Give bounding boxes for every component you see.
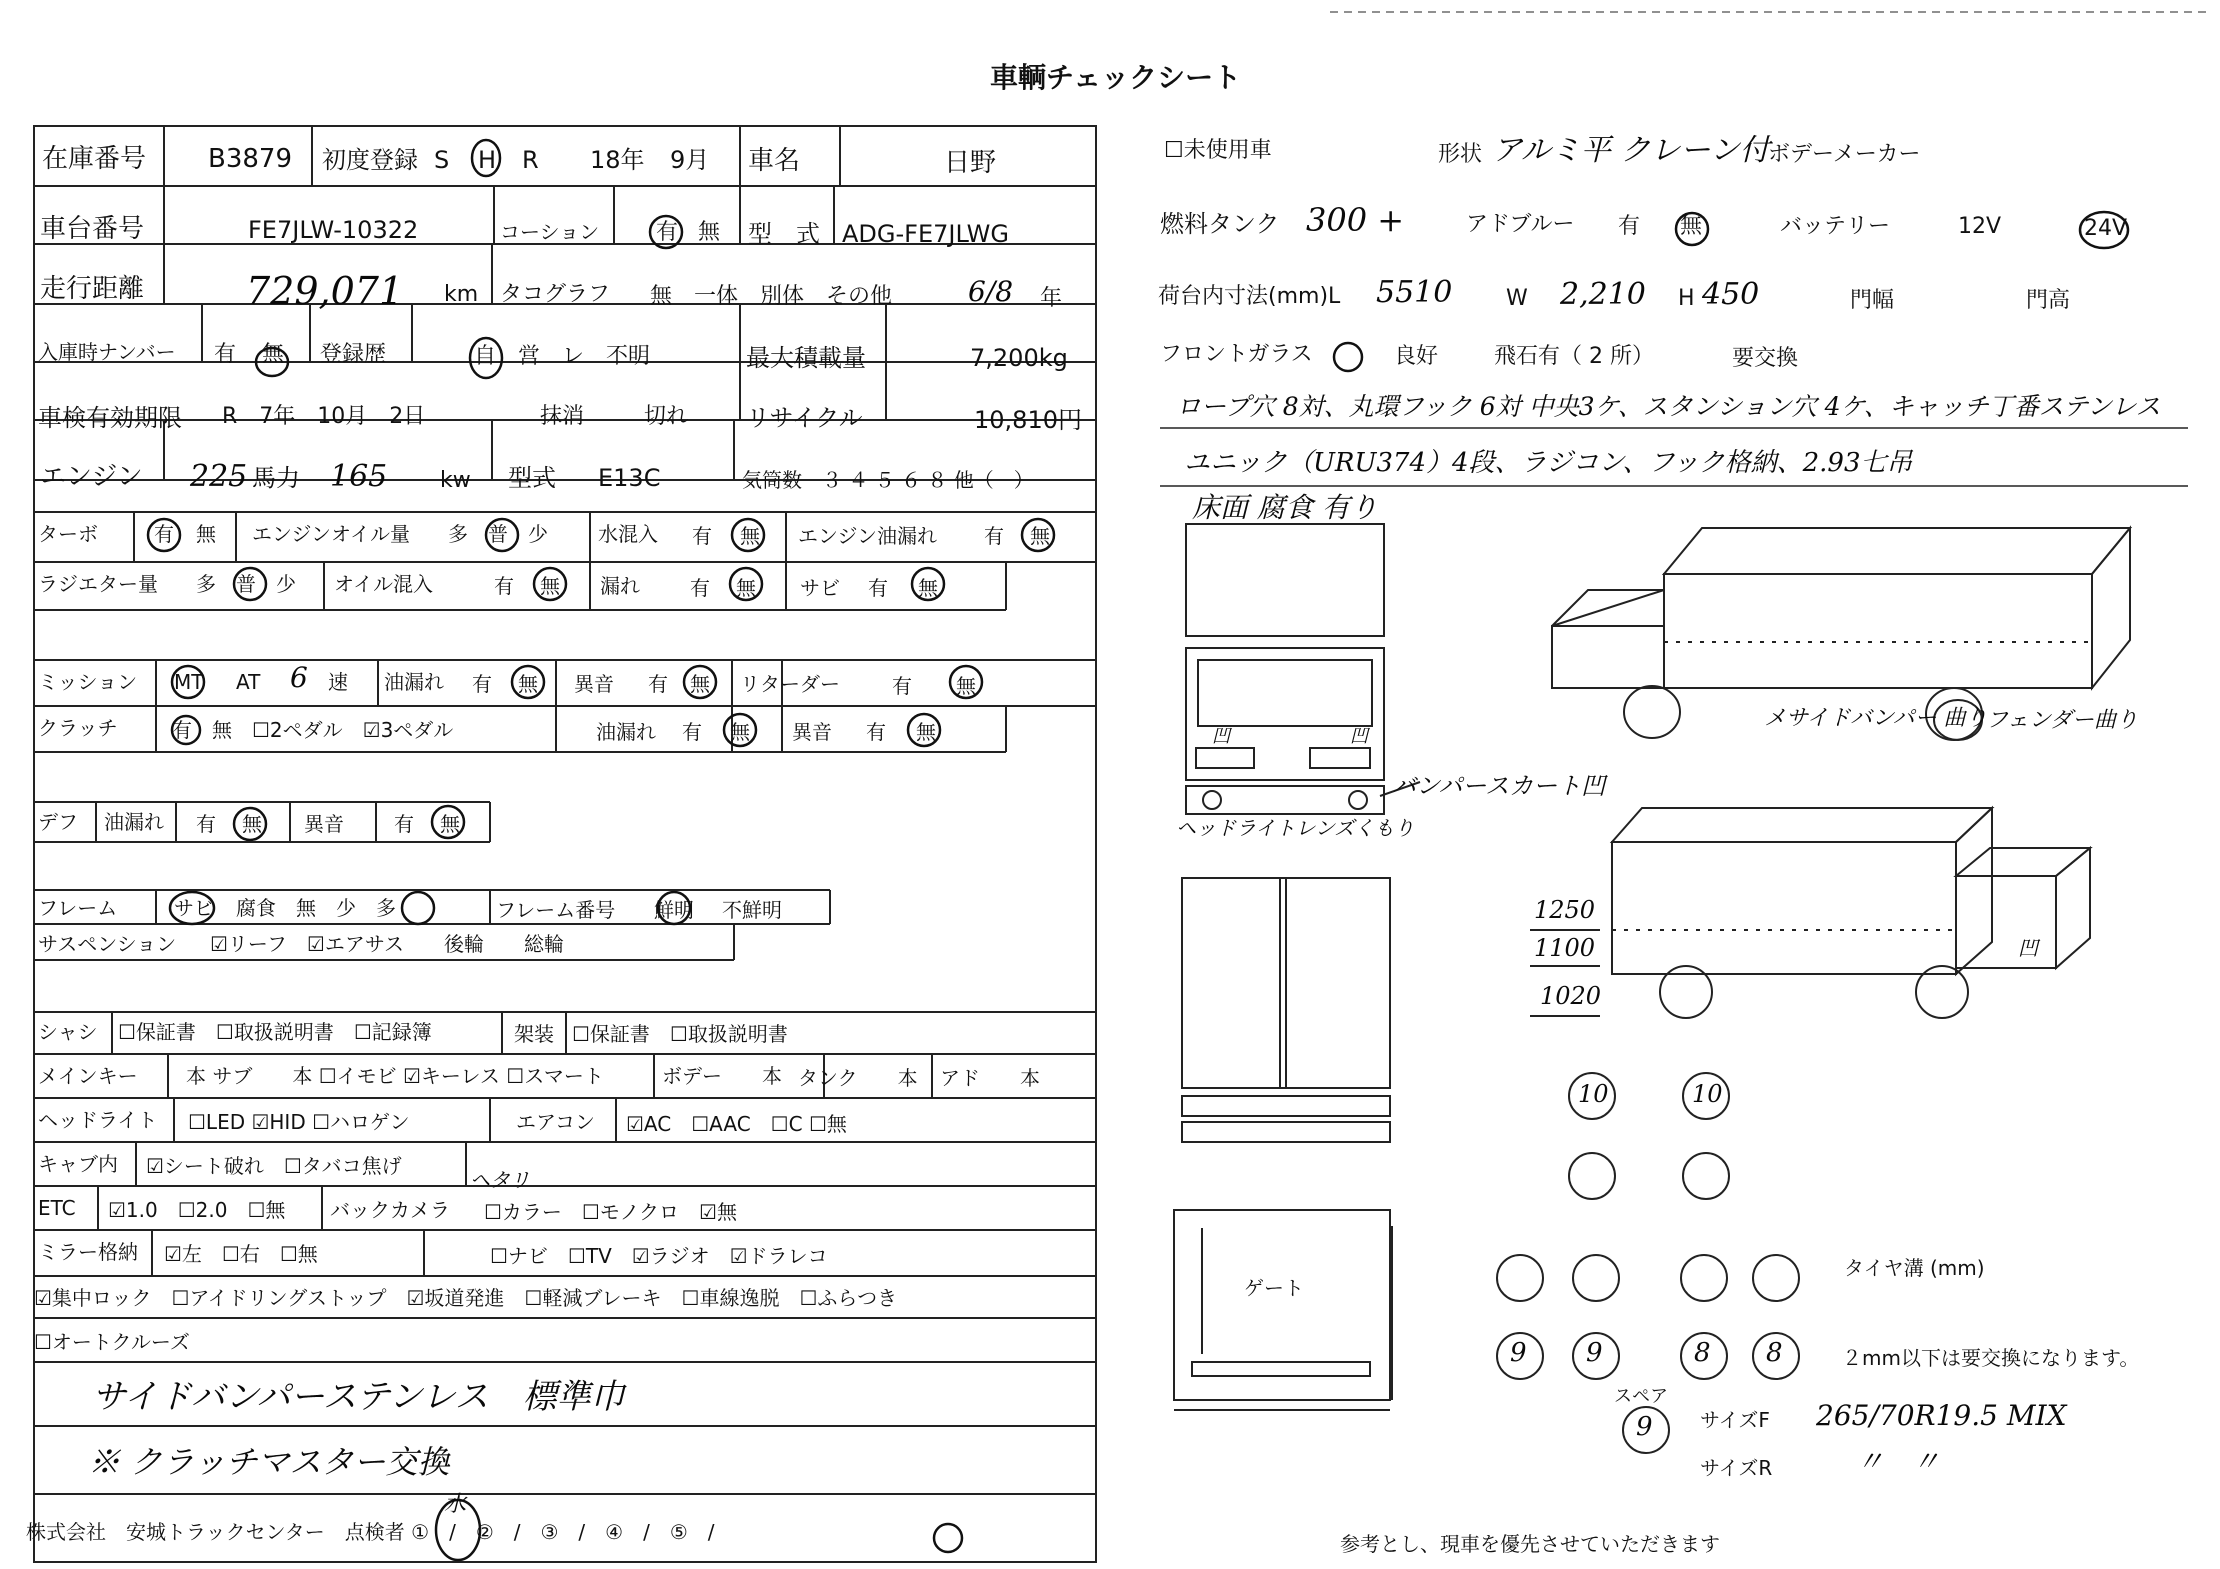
cargo-length: 5510 [1376, 275, 1453, 310]
plate-label: 入庫時ナンバー [38, 340, 176, 364]
retarder-no: 無 [956, 674, 976, 698]
aircon-label: エアコン [516, 1110, 595, 1134]
diff-oil-leak-label: 油漏れ [104, 810, 164, 834]
caution-yes: 有 [656, 220, 679, 245]
tachograph-label: タコグラフ [500, 282, 611, 307]
model-label: 型 式 [748, 220, 820, 248]
key-adblue: アド 本 [940, 1066, 1040, 1090]
door-height-label: 門高 [2026, 288, 2071, 313]
transmission-mt: MT [174, 670, 204, 694]
rust-label: サビ [800, 576, 840, 600]
rust-yes: 有 [868, 576, 888, 600]
battery-12v: 12V [1958, 214, 2002, 239]
retarder-yes: 有 [892, 674, 912, 698]
oil-mix-label: オイル混入 [334, 572, 433, 596]
era-h: H [478, 146, 497, 174]
oil-mix-yes: 有 [494, 574, 514, 598]
adblue-yes: 有 [1618, 214, 1641, 239]
tire-replace-note: ２mm以下は要交換になります。 [1842, 1346, 2140, 1370]
clutch-oil-leak-yes: 有 [682, 720, 702, 744]
cargo-width: 2,210 [1560, 277, 1646, 312]
kw-value: 165 [330, 459, 388, 494]
engine-oil-leak-no: 無 [1030, 524, 1050, 548]
clutch-noise-no: 無 [916, 720, 936, 744]
chassis-number-label: 車台番号 [40, 214, 145, 244]
frame-number-unclear: 不鮮明 [722, 898, 782, 922]
era-r: R [522, 146, 539, 174]
inspection-value: R 7年 10月 2日 [222, 404, 426, 429]
note-clutch-master: ※ クラッチマスター交換 [88, 1443, 450, 1481]
inspector-stamp: 水 [444, 1492, 467, 1517]
frame-corrosion: 腐食 無 少 多 [236, 896, 396, 920]
horsepower-value: 225 [190, 459, 248, 494]
headlight-label: ヘッドライト [38, 1108, 158, 1132]
side-bumper-note: メサイドバンパー 曲り [1764, 706, 1988, 731]
diff-noise-yes: 有 [394, 812, 414, 836]
chassis-docs-label: シャシ [38, 1020, 98, 1044]
rust-no: 無 [918, 576, 938, 600]
clutch-noise-label: 異音 [792, 720, 832, 744]
frame-label: フレーム [38, 896, 118, 920]
water-mix-label: 水混入 [598, 522, 658, 546]
unused-vehicle: ☐未使用車 [1164, 138, 1272, 163]
leak-yes: 有 [690, 576, 710, 600]
leak-label: 漏れ [600, 574, 640, 598]
note-side-bumper: サイドバンパーステンレス 標準巾 [92, 1377, 625, 1417]
cargo-size-label: 荷台内寸法(mm)L [1158, 284, 1341, 309]
body-maker-label: ボデーメーカー [1768, 142, 1921, 167]
transmission-noise-no: 無 [690, 672, 710, 696]
spare-value: 9 [1636, 1412, 1653, 1442]
page-title: 車輌チェックシート [990, 61, 1242, 94]
body-docs-options: ☐保証書 ☐取扱説明書 [572, 1022, 788, 1046]
diff-label: デフ [38, 810, 78, 834]
size-rear-value: 〃 〃 [1856, 1445, 1941, 1478]
tachograph-year-unit: 年 [1040, 286, 1063, 311]
gate-drawing [1174, 1210, 1392, 1410]
windshield-label: フロントガラス [1160, 342, 1313, 367]
cargo-height-label: H [1678, 286, 1695, 311]
mirror-label: ミラー格納 [38, 1240, 138, 1264]
frame-rust: サビ [174, 896, 214, 920]
leak-no: 無 [736, 576, 756, 600]
adblue-no: 無 [1680, 214, 1703, 239]
tire-depth-label: タイヤ溝 (mm) [1844, 1256, 1985, 1280]
tire-rear-2: 9 [1586, 1338, 1603, 1368]
cab-note: ヘタリ [470, 1168, 530, 1192]
tachograph-year: 6/8 [968, 275, 1014, 308]
inspection-label: 車検有効期限 [38, 404, 182, 432]
diff-oil-leak-no: 無 [242, 812, 262, 836]
car-name-value: 日野 [944, 148, 997, 178]
key-body: ボデー 本 [662, 1064, 782, 1088]
front-view-drawing [1186, 524, 1384, 814]
engine-oil-leak-yes: 有 [984, 524, 1004, 548]
cab-label: キャブ内 [38, 1152, 118, 1176]
radiator-options: 多 普 少 [196, 572, 296, 596]
car-name-label: 車名 [748, 146, 801, 176]
footer-note: 参考とし、現車を優先させていただきます [1340, 1532, 1720, 1556]
oil-mix-no: 無 [540, 574, 560, 598]
radiator-label: ラジエター量 [38, 572, 158, 596]
handwritten-note-3: 床面 腐食 有り [1192, 491, 1378, 524]
etc-label: ETC [38, 1196, 76, 1220]
height-1020: 1020 [1540, 982, 1602, 1010]
dent-body-mark: 凹 [2018, 936, 2038, 960]
tire-front-right: 10 [1692, 1080, 1723, 1108]
auto-cruise: ☐オートクルーズ [34, 1330, 190, 1354]
plate-no: 無 [262, 342, 285, 367]
registration-history-options: 自 営 レ 不明 [474, 344, 651, 369]
truck-side-view-2 [1530, 808, 2090, 1018]
clutch-options: 有 無 ☐2ペダル ☑3ペダル [172, 718, 454, 742]
stock-number-value: B3879 [208, 144, 293, 174]
transmission-noise-yes: 有 [648, 672, 668, 696]
fender-note: フェンダー曲り [1986, 708, 2139, 733]
tachograph-options: 無 一体 別体 その他 [650, 284, 893, 309]
first-registration-label: 初度登録 [322, 146, 418, 174]
recycle-value: 10,810円 [974, 406, 1082, 434]
dent-left-mark: 凹 [1212, 726, 1230, 747]
dent-right-mark: 凹 [1350, 726, 1368, 747]
turbo-label: ターボ [38, 522, 98, 546]
transmission-speed-label: 速 [328, 670, 348, 694]
water-mix-no: 無 [740, 524, 760, 548]
door-width-label: 門幅 [1850, 288, 1895, 313]
adblue-label: アドブルー [1466, 212, 1575, 237]
engine-model-value: E13C [598, 464, 661, 492]
water-mix-yes: 有 [692, 524, 712, 548]
plate-yes: 有 [214, 342, 237, 367]
registration-history-label: 登録歴 [320, 342, 387, 367]
windshield-replace: 要交換 [1732, 346, 1799, 371]
tire-rear-4: 8 [1766, 1338, 1783, 1368]
handwritten-note-1: ロープ穴 8対、丸環フック 6対 中央3ケ、スタンション穴 4ケ、キャッチ丁番ステンレス [1176, 392, 2161, 421]
max-load-label: 最大積載量 [746, 344, 866, 372]
retarder-label: リターダー [740, 672, 840, 696]
battery-24v: 24V [2084, 216, 2128, 241]
cab-options: ☑シート破れ ☐タバコ焦げ [146, 1154, 402, 1178]
size-front-value: 265/70R19.5 MIX [1816, 1399, 2067, 1432]
tire-rear-1: 9 [1510, 1338, 1527, 1368]
shape-value: アルミ平 クレーン付 [1492, 133, 1770, 168]
clutch-noise-yes: 有 [866, 720, 886, 744]
cargo-height: 450 [1702, 277, 1760, 312]
size-front-label: サイズF [1700, 1408, 1770, 1432]
recycle-label: リサイクル [746, 404, 863, 432]
chassis-docs-options: ☐保証書 ☐取扱説明書 ☐記録簿 [118, 1020, 432, 1044]
frame-number-clear: 鮮明 [654, 898, 694, 922]
mirror-options: ☑左 ☐右 ☐無 [164, 1242, 318, 1266]
clutch-label: クラッチ [38, 716, 118, 740]
cylinders-label: 気筒数 ３ ４ ５ ６ ８ 他（ ） [742, 468, 1034, 492]
main-key-options: 本 サブ 本 ☐イモビ ☑キーレス ☐スマート [186, 1064, 604, 1088]
windshield-chip: 飛石有（ 2 所） [1494, 344, 1654, 369]
engine-label: エンジン [40, 462, 143, 492]
audio-options: ☐ナビ ☐TV ☑ラジオ ☑ドラレコ [490, 1244, 828, 1268]
diff-noise-label: 異音 [304, 812, 344, 836]
cancelled: 抹消 [540, 404, 585, 429]
transmission-oil-leak-no: 無 [518, 672, 538, 696]
key-tank: タンク 本 [798, 1066, 918, 1090]
stock-number-label: 在庫番号 [42, 144, 147, 174]
clutch-oil-leak-label: 油漏れ [596, 720, 656, 744]
first-reg-month: 9月 [670, 146, 710, 174]
tire-rear-3: 8 [1694, 1338, 1711, 1368]
transmission-speed-value: 6 [290, 661, 308, 694]
suspension-options: ☑リーフ ☑エアサス 後輪 総輪 [210, 932, 565, 956]
expired: 切れ [644, 404, 689, 429]
rear-doors-drawing [1182, 878, 1390, 1142]
backcam-label: バックカメラ [330, 1198, 450, 1222]
battery-label: バッテリー [1780, 214, 1891, 239]
company-inspector-line: 株式会社 安城トラックセンター 点検者 ① / ② / ③ / ④ / ⑤ / [26, 1520, 715, 1544]
aircon-options: ☑AC ☐AAC ☐C ☐無 [626, 1112, 847, 1136]
backcam-options: ☐カラー ☐モノクロ ☑無 [484, 1200, 737, 1224]
transmission-label: ミッション [38, 670, 138, 694]
max-load-value: 7,200kg [970, 344, 1068, 372]
main-key-label: メインキー [38, 1064, 138, 1088]
bumper-skirt-note: バンパースカート凹 [1392, 772, 1606, 800]
mileage-label: 走行距離 [40, 274, 145, 304]
spare-label: スペア [1614, 1386, 1668, 1407]
fuel-tank-value: 300 + [1306, 201, 1405, 239]
fuel-tank-label: 燃料タンク [1160, 210, 1280, 238]
height-1100: 1100 [1534, 934, 1596, 962]
chassis-number-value: FE7JLW-10322 [248, 216, 419, 244]
height-1250: 1250 [1534, 896, 1596, 924]
diff-oil-leak-yes: 有 [196, 812, 216, 836]
options-line: ☑集中ロック ☐アイドリングストップ ☑坂道発進 ☐軽減ブレーキ ☐車線逸脱 ☐ふらつき [34, 1286, 898, 1310]
transmission-oil-leak-label: 油漏れ [384, 670, 444, 694]
frame-number-label: フレーム番号 [496, 898, 616, 922]
etc-options: ☑1.0 ☐2.0 ☐無 [108, 1198, 286, 1222]
transmission-at: AT [236, 670, 261, 694]
tire-front-left: 10 [1578, 1080, 1609, 1108]
engine-oil-leak-label: エンジン油漏れ [798, 524, 937, 548]
model-value: ADG-FE7JLWG [842, 220, 1009, 248]
body-docs-label: 架装 [514, 1022, 554, 1046]
turbo-yes: 有 [154, 522, 174, 546]
caution-no: 無 [698, 220, 721, 245]
turbo-no: 無 [196, 522, 216, 546]
caution-label: コーション [500, 220, 600, 244]
first-reg-year: 18年 [590, 146, 645, 174]
transmission-noise-label: 異音 [574, 672, 614, 696]
windshield-good: 良好 [1394, 344, 1439, 369]
horsepower-label: 馬力 [252, 464, 300, 492]
handwritten-note-2: ユニック（URU374）4段、ラジコン、フック格納、2.93七吊 [1184, 448, 1913, 478]
gate-label: ゲート [1244, 1276, 1304, 1300]
size-rear-label: サイズR [1700, 1456, 1773, 1480]
cargo-width-label: W [1506, 286, 1528, 311]
shape-label: 形状 [1438, 142, 1483, 167]
mileage-value: 729,071 [246, 269, 404, 313]
engine-oil-amount-options: 多 普 少 [448, 522, 548, 546]
era-s: S [434, 146, 450, 174]
headlight-lens-note: ヘッドライトレンズくもり [1176, 816, 1415, 840]
clutch-oil-leak-no: 無 [730, 720, 750, 744]
kw-unit: kw [440, 468, 471, 493]
transmission-oil-leak-yes: 有 [472, 672, 492, 696]
headlight-options: ☐LED ☑HID ☐ハロゲン [188, 1110, 410, 1134]
km-unit: km [444, 282, 479, 307]
suspension-label: サスペンション [38, 932, 177, 956]
engine-oil-amount-label: エンジンオイル量 [252, 522, 410, 546]
diff-noise-no: 無 [440, 812, 460, 836]
engine-model-label: 型式 [508, 464, 556, 492]
